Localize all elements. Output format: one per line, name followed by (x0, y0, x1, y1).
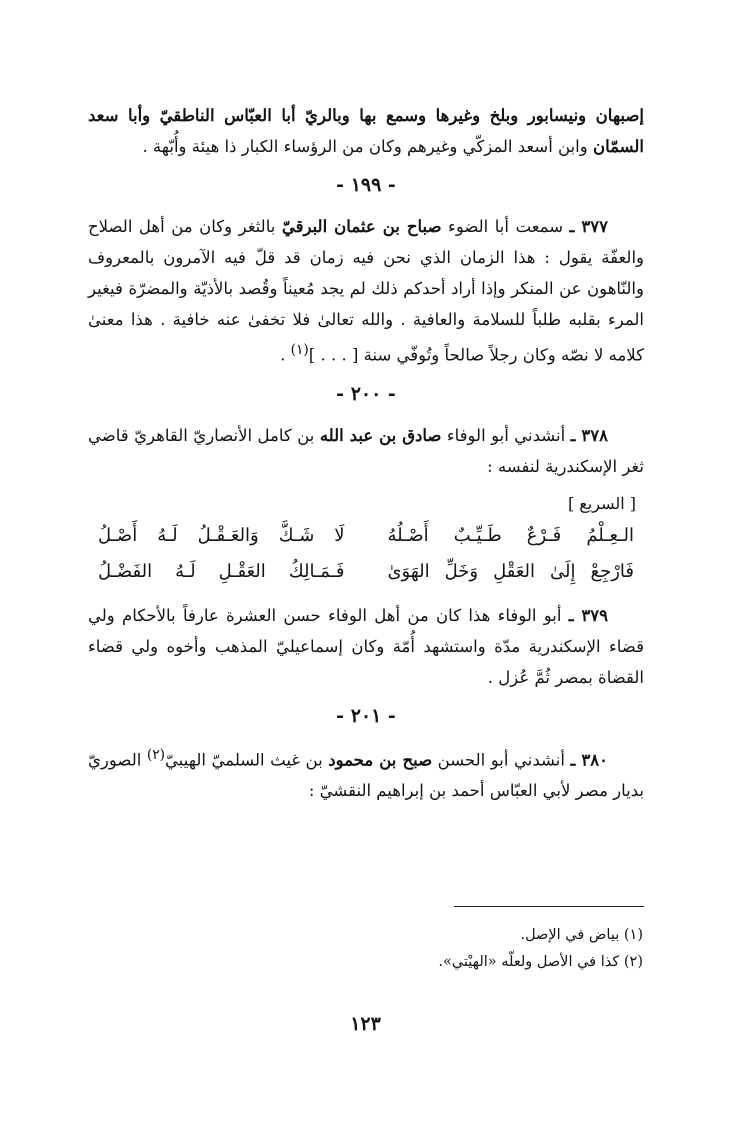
entry-379-number: ٣٧٩ ـ (568, 605, 608, 625)
verse-1 (88, 518, 644, 554)
section-heading-201: - ٢٠١ - (336, 704, 396, 727)
intro-paragraph (88, 100, 644, 162)
entry-380-text-c: الصوريّ بديار مصر لأبي العبّاس أحمد بن إبراهيم النقشيّ : (88, 750, 644, 800)
entry-378 (88, 420, 644, 482)
entry-377-number: ٣٧٧ ـ (569, 217, 608, 236)
entry-380 (88, 740, 644, 807)
footnote-2: (٢) كذا في الأصل ولعلّه «الهيْتي». (438, 954, 643, 970)
intro-line-1: إصبهان ونيسابور وبلخ وغيرها وسمع بها وبالريّ أبا العبّاس الناطقيّ وأبا سعد السمّان (88, 106, 644, 156)
page-number: ١٢٣ (350, 1013, 381, 1035)
entry-380-text-a: أنشدني أبو الحسن (432, 750, 571, 769)
section-heading-199: - ١٩٩ - (336, 174, 396, 196)
entry-378-name: صادق بن عبد الله (319, 425, 442, 445)
footnote-ref-2: (٢) (146, 746, 166, 763)
footnotes (87, 922, 643, 976)
verse-2 (88, 554, 644, 590)
verse-2-second-hemistich: فَـمَـالِكُ العَقْـلِ لَـهُ الفَضْـلُ (98, 560, 345, 582)
verse-2-first-hemistich: فَارْجِعْ إِلَىٰ العَقْلِ وَخَلِّ الهَوَىٰ (387, 560, 634, 582)
intro-line-2: وابن أسعد المزكّي وغيرهم وكان من الرؤساء الكبار ذا هيئة وأُبّهة . (142, 137, 588, 156)
footnote-1: (١) بياض في الإصل. (520, 927, 643, 943)
entry-378-number: ٣٧٨ ـ (570, 425, 608, 445)
entry-380-name: صبح بن محمود (328, 750, 433, 769)
footnote-ref-1: (١) (290, 342, 309, 358)
poem-meter-label: [ السريع ] (567, 493, 636, 513)
entry-378-text-b: بن كامل الأنصاريّ القاهريّ قاضي ثغر الإسكندرية لنفسه : (88, 425, 644, 476)
entry-379 (88, 600, 644, 693)
entry-377-text-b: بالثغر وكان من أهل الصلاح والعفّة يقول : هذا الزمان الذي نحن فيه زمان قد قلّ فيه الآمرون بالمعروف والنّاهون عن المنكر وإذا أراد أحدكم ذلك لم يجد مُعيناً وقُصد بالأذيّة والمضرّة فيغير المرء بقلبه طلباً للسلامة والعافية . والله تعالىٰ فلا تخفىٰ عنه خافية . هذا معنىٰ كلامه لا نصّه وكان رجلاً صالحاً وتُوفّي سنة [ . . . ] (88, 217, 644, 365)
entry-380-number: ٣٨٠ ـ (570, 750, 608, 769)
entry-378-text-a: أنشدني أبو الوفاء (441, 425, 571, 445)
main-text-column (88, 100, 644, 806)
verse-1-first-hemistich: الـعِـلْمُ فَـرْعٌ طَـيِّـبٌ أَصْـلُهُ (387, 524, 634, 546)
entry-377-text-a: سمعت أبا الضوء (441, 217, 570, 236)
footnote-divider (454, 906, 644, 907)
entry-377 (88, 211, 644, 371)
entry-380-text-b: بن غيث السلميّ الهيبيّ (165, 750, 329, 769)
verse-1-second-hemistich: لَا شَـكَّ وَالعَـقْـلُ لَـهُ أَصْـلُ (98, 524, 345, 546)
entry-379-text: أبو الوفاء هذا كان من أهل الوفاء حسن العشرة عارفاً بالأحكام ولي قضاء الإسكندرية مدّة واستشهد أُمّة وكان إسماعيليّ المذهب وأخوه ولي قضاء القضاة بمصر ثُمَّ عُزل . (88, 605, 644, 687)
section-heading-200: - ٢٠٠ - (336, 382, 396, 405)
entry-377-name: صباح بن عثمان البرقيّ (281, 217, 442, 236)
poem (88, 518, 644, 590)
entry-377-end: . (280, 345, 291, 365)
